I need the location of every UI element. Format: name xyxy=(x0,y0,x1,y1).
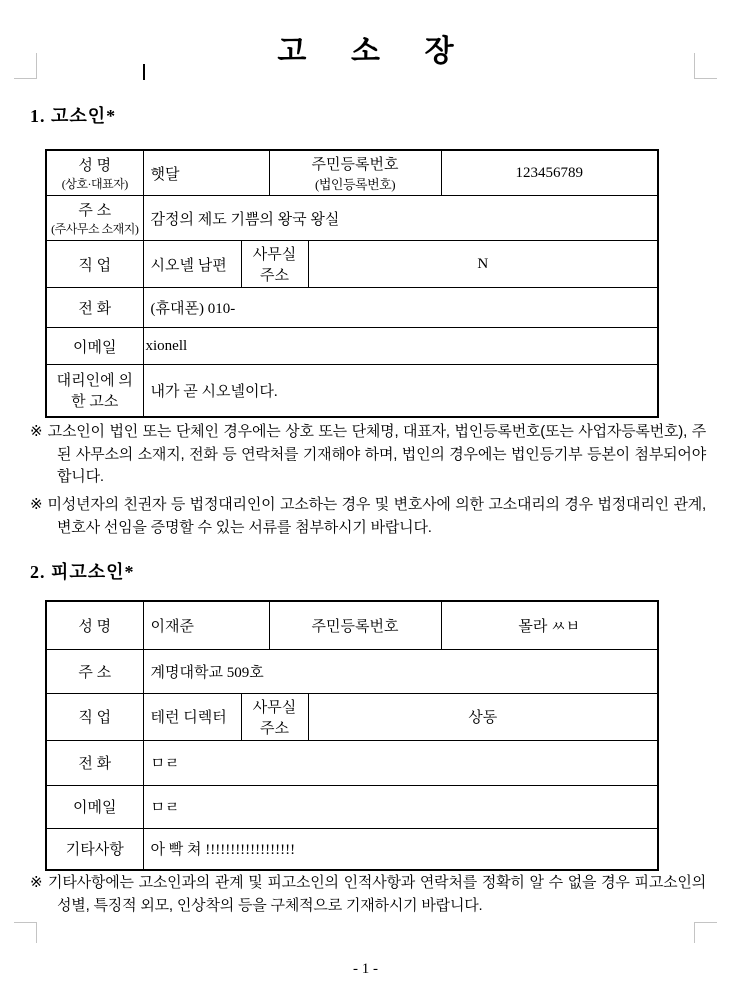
complainant-name-label-cell xyxy=(46,150,143,196)
accused-jumin-label-cell: 주민등록번호 xyxy=(269,601,441,649)
table-row xyxy=(46,288,658,328)
table-row xyxy=(46,649,658,693)
table-row xyxy=(46,150,658,196)
table-row xyxy=(46,365,658,417)
page-number: - 1 - xyxy=(353,961,378,977)
table-row xyxy=(46,828,658,870)
address-label: 주 소 xyxy=(78,203,112,219)
accused-jumin-value: 몰라 ㅆㅂ xyxy=(441,601,658,649)
address-sub-label: (주사무소 소재지) xyxy=(51,222,139,236)
table-row xyxy=(46,693,658,740)
note-etc-details: ※ 기타사항에는 고소인과의 관계 및 피고소인의 인적사항과 연락처를 정확히 알 수 없을 경우 피고소인의 성별, 특징적 외모, 인상착의 등을 구체적으로 기재하시기 바랍니다. xyxy=(30,874,706,914)
accused-address-value: 계명대학교 509호 xyxy=(143,649,658,693)
complainant-office-label-cell: 사무실 주소 xyxy=(241,241,308,288)
complainant-name-value: 햇달 xyxy=(143,150,269,196)
complainant-office-value: N xyxy=(308,241,658,288)
document-title: 고 소 장 xyxy=(277,35,473,68)
jumin-label: 주민등록번호 xyxy=(311,157,399,173)
complainant-jumin-label-cell xyxy=(269,150,441,196)
table-row xyxy=(46,601,658,649)
complainant-agent-value: 내가 곧 시오넬이다. xyxy=(143,365,658,417)
name-label: 성 명 xyxy=(78,158,112,174)
section-1-heading: 1. 고소인* xyxy=(30,106,117,126)
accused-etc-label-cell: 기타사항 xyxy=(46,828,143,870)
accused-name-value: 이재준 xyxy=(143,601,269,649)
accused-table xyxy=(45,600,659,871)
note-legal-representative: ※ 미성년자의 친권자 등 법정대리인이 고소하는 경우 및 변호사에 의한 고소대리의 경우 법정대리인 관계, 변호사 선임을 증명할 수 있는 서류를 첨부하시기 바랍니다. xyxy=(30,496,706,536)
complainant-table xyxy=(45,149,659,418)
text-cursor xyxy=(143,64,145,80)
jumin-sub-label: (법인등록번호) xyxy=(315,177,396,192)
complainant-address-value: 감정의 제도 기쁨의 왕국 왕실 xyxy=(143,196,658,241)
table-row xyxy=(46,241,658,288)
complainant-agent-label-cell: 대리인에 의한 고소 xyxy=(46,365,143,417)
accused-etc-value: 아 빡 쳐 !!!!!!!!!!!!!!!!!! xyxy=(143,828,658,870)
complainant-address-label-cell xyxy=(46,196,143,241)
complainant-phone-value: (휴대폰) 010- xyxy=(143,288,658,328)
page-margin-corner-bottom-right xyxy=(694,922,717,943)
accused-office-label-cell: 사무실 주소 xyxy=(241,693,308,740)
note-corporation: ※ 고소인이 법인 또는 단체인 경우에는 상호 또는 단체명, 대표자, 법인등록번호(또는 사업자등록번호), 주된 사무소의 소재지, 전화 등 연락처를 기재해야 하며, 법인의 경우에는 법인등기부 등본이 첨부되어야 합니다. xyxy=(30,423,706,485)
accused-email-value: ㅁㄹ xyxy=(143,785,658,828)
accused-name-label-cell: 성 명 xyxy=(46,601,143,649)
complainant-email-value: xionell xyxy=(143,328,658,365)
complainant-phone-label-cell: 전 화 xyxy=(46,288,143,328)
complainant-job-label-cell: 직 업 xyxy=(46,241,143,288)
complainant-email-label-cell: 이메일 xyxy=(46,328,143,365)
accused-address-label-cell: 주 소 xyxy=(46,649,143,693)
table-row xyxy=(46,740,658,785)
table-row xyxy=(46,196,658,241)
name-sub-label: (상호·대표자) xyxy=(61,177,128,191)
page-margin-corner-bottom-left xyxy=(14,922,37,943)
accused-job-value: 테런 디렉터 xyxy=(143,693,241,740)
accused-email-label-cell: 이메일 xyxy=(46,785,143,828)
complainant-job-value: 시오넬 남편 xyxy=(143,241,241,288)
accused-job-label-cell: 직 업 xyxy=(46,693,143,740)
accused-phone-value: ㅁㄹ xyxy=(143,740,658,785)
table-row xyxy=(46,328,658,365)
table-row xyxy=(46,785,658,828)
complainant-jumin-value: 123456789 xyxy=(441,150,658,196)
section-2-heading: 2. 피고소인* xyxy=(30,562,135,582)
accused-phone-label-cell: 전 화 xyxy=(46,740,143,785)
accused-office-value: 상동 xyxy=(308,693,658,740)
